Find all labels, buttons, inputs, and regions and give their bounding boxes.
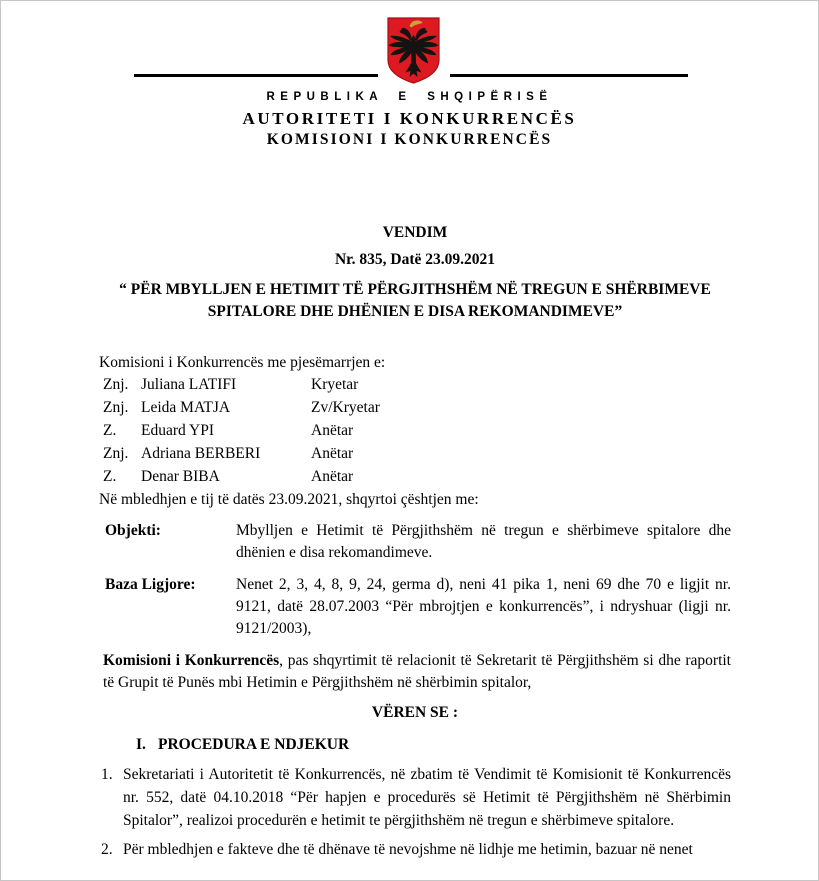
- baza-ligjore-label: Baza Ligjore:: [105, 576, 196, 593]
- decision-heading: VENDIM: [382, 224, 448, 241]
- authority-title: AUTORITETI I KONKURRENCËS: [242, 109, 577, 128]
- republic-title: REPUBLIKA E SHQIPËRISË: [266, 91, 553, 103]
- baza-ligjore-text: Nenet 2, 3, 4, 8, 9, 24, germa d), neni 41 pika 1, neni 69 dhe 70 e ligjit nr. 9121, datë 28.07.2003 “Për mbrojtjen e konkurrencës”, i ndryshuar (ligji nr. 9121/2003),: [236, 576, 731, 637]
- albanian-eagle-emblem-icon: [385, 16, 442, 86]
- member-role: Anëtar: [311, 422, 354, 439]
- member-name: Eduard YPI: [141, 422, 215, 439]
- member-name: Leida MATJA: [141, 399, 231, 416]
- objekti-row: [99, 520, 731, 564]
- member-role: Zv/Kryetar: [311, 399, 380, 416]
- preamble-bold-lead: Komisioni i Konkurrencës: [103, 652, 280, 669]
- document-body: [99, 224, 731, 861]
- section-1-heading: [99, 736, 731, 754]
- list-item-number: 2.: [101, 841, 113, 858]
- member-salutation: Znj.: [103, 445, 129, 462]
- section-number: I.: [136, 736, 146, 753]
- member-name: Adriana BERBERI: [141, 445, 261, 462]
- members-list: [99, 373, 731, 488]
- participants-intro: Komisioni i Konkurrencës me pjesëmarrjen e:: [99, 354, 386, 371]
- member-salutation: Znj.: [103, 399, 129, 416]
- member-role: Anëtar: [311, 468, 354, 485]
- member-salutation: Z.: [103, 468, 117, 485]
- meeting-line: Në mbledhjen e tij të datës 23.09.2021, shqyrtoi çështjen me:: [99, 491, 479, 508]
- member-row: [99, 419, 731, 442]
- objekti-label: Objekti:: [105, 522, 161, 539]
- decision-number-date: Nr. 835, Datë 23.09.2021: [334, 251, 495, 268]
- veren-se-heading: VËREN SE :: [371, 704, 459, 721]
- member-salutation: Z.: [103, 422, 117, 439]
- member-name: Juliana LATIFI: [141, 376, 237, 393]
- objekti-text: Mbylljen e Hetimit të Përgjithshëm në tregun e shërbimeve spitalore dhe dhënien e disa rekomandimeve.: [236, 522, 731, 561]
- preamble-paragraph: [99, 650, 731, 694]
- list-item: [99, 838, 731, 861]
- list-item-number: 1.: [101, 766, 113, 783]
- list-item: [99, 763, 731, 832]
- list-item-text: Për mbledhjen e fakteve dhe të dhënave të nevojshme në lidhje me hetimin, bazuar në nenet: [123, 841, 693, 858]
- member-row: [99, 396, 731, 419]
- section-title: PROCEDURA E NDJEKUR: [158, 736, 350, 753]
- member-row: [99, 373, 731, 396]
- member-name: Denar BIBA: [141, 468, 220, 485]
- member-role: Kryetar: [311, 376, 359, 393]
- member-row: [99, 465, 731, 488]
- member-salutation: Znj.: [103, 376, 129, 393]
- list-item-text: Sekretariati i Autoritetit të Konkurrencës, në zbatim të Vendimit të Komisionit të Konkurrencës nr. 552, datë 04.10.2018 “Për hapjen e procedurës së Hetimit të Përgjithshëm në Shërbimin Spitalor”, realizoi procedurën e hetimit te përgjithshëm në tregun e shërbimeve spitalore.: [123, 766, 731, 829]
- decision-title: “ PËR MBYLLJEN E HETIMIT TË PËRGJITHSHËM NË TREGUN E SHËRBIMEVE SPITALORE DHE DHËNIEN E DISA REKOMANDIMEVE”: [119, 281, 711, 320]
- header-divider-right: [450, 74, 688, 77]
- header-divider-left: [134, 74, 378, 77]
- baza-ligjore-row: [99, 574, 731, 640]
- commission-title: KOMISIONI I KONKURRENCËS: [266, 131, 553, 148]
- member-row: [99, 442, 731, 465]
- numbered-list: [99, 763, 731, 861]
- preamble-rest: , pas shqyrtimit të relacionit të Sekretarit të Përgjithshëm si dhe raportit të Grupit të Punës mbi Hetimin e Përgjithshëm në shërbimin spitalor,: [103, 652, 731, 691]
- member-role: Anëtar: [311, 445, 354, 462]
